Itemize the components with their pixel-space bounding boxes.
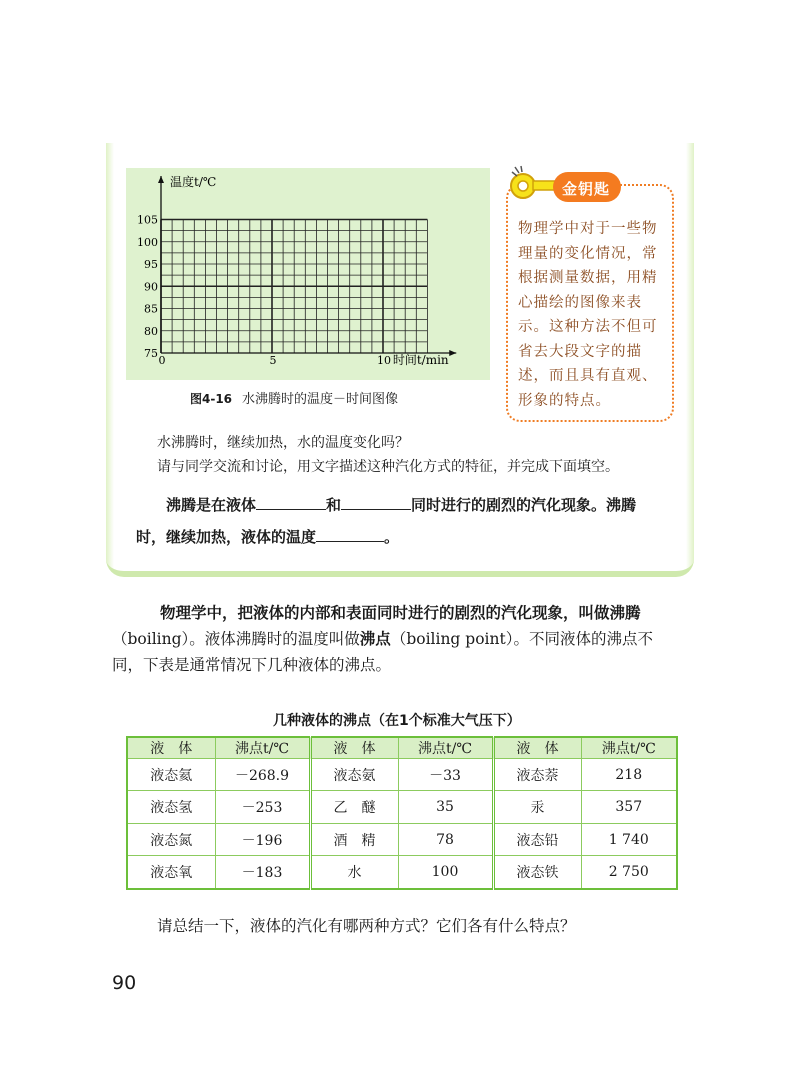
fill-text-1c: 同时进行的剧烈的汽化现象。沸腾 [411,496,637,514]
table-cell: －183 [215,856,310,889]
table-cell: －33 [398,759,493,791]
table-row [127,759,677,791]
header-cell: 液 体 [310,737,398,759]
table-header-row [127,737,677,759]
y-axis-label: 温度t/℃ [170,175,217,189]
y-axis-arrow [158,176,164,183]
table-cell: －196 [215,823,310,855]
header-cell: 沸点t/℃ [398,737,493,759]
table-cell: 357 [581,791,677,823]
table-row [127,856,677,889]
table-cell: 酒 精 [310,823,398,855]
boiling-definition-en: （boiling）。液体沸腾时的温度叫做 [112,630,360,648]
table-row [127,823,677,855]
table-cell: 液态氨 [310,759,398,791]
table-cell: 液态铅 [493,823,581,855]
fill-text-1a: 沸腾是在液体 [166,496,257,514]
fill-blank-3[interactable] [316,529,384,542]
golden-key-badge: 金钥匙 [562,180,611,198]
boiling-definition-paragraph [112,600,678,678]
fill-in-line-2 [136,526,399,547]
fill-in-line-1 [166,494,636,515]
temperature-time-chart [126,168,490,380]
y-tick-label: 75 [144,347,158,360]
table-cell: 液态氧 [127,856,215,889]
header-cell: 沸点t/℃ [215,737,310,759]
golden-key-note-text: 物理学中对于一些物理量的变化情况，常根据测量数据，用精心描绘的图像来表示。这种方法不但可省去大段文字的描述，而且具有直观、形象的特点。 [518,221,658,409]
y-tick-label: 80 [144,324,158,338]
table-cell: 35 [398,791,493,823]
golden-key-note [506,184,674,422]
table-cell: 液态氢 [127,791,215,823]
table-cell: 液态氦 [127,759,215,791]
figure-number: 图4-16 [190,392,233,406]
table-cell: 液态铁 [493,856,581,889]
figure-caption [190,388,398,407]
table-row [127,791,677,823]
question-1: 水沸腾时，继续加热，水的温度变化吗？ [157,435,409,451]
x-tick-label: 10 [377,354,391,367]
question-2: 请与同学交流和讨论，用文字描述这种汽化方式的特征，并完成下面填空。 [157,459,619,475]
table-cell: 1 740 [581,823,677,855]
figure-caption-text: 水沸腾时的温度－时间图像 [242,392,399,407]
fill-text-2a: 时，继续加热，液体的温度 [136,528,317,546]
header-cell: 沸点t/℃ [581,737,677,759]
table-cell: －253 [215,791,310,823]
chart-panel [126,168,490,380]
header-cell: 液 体 [493,737,581,759]
y-tick-label: 85 [144,302,158,316]
table-cell: 水 [310,856,398,889]
x-tick-label: 5 [269,354,277,367]
table-cell: 汞 [493,791,581,823]
table-cell: 78 [398,823,493,855]
table-cell: 2 750 [581,856,677,889]
table-cell: －268.9 [215,759,310,791]
page-number: 90 [112,972,137,994]
y-tick-label: 95 [144,258,158,271]
y-tick-label: 100 [137,235,158,249]
table-cell: 100 [398,856,493,889]
fill-blank-1[interactable] [256,497,326,510]
boiling-point-table [126,736,678,890]
boiling-definition-lead: 物理学中，把液体的内部和表面同时进行的剧烈的汽化现象，叫做沸腾 [160,604,641,622]
table-cell: 液态萘 [493,759,581,791]
closing-question: 请总结一下，液体的汽化有哪两种方式？它们各有什么特点？ [157,917,576,935]
y-tick-label: 105 [137,213,158,227]
fill-text-1b: 和 [326,496,342,514]
fill-text-2b: 。 [384,528,400,546]
x-axis-label: 时间t/min [392,353,449,367]
x-tick-label: 0 [158,354,166,367]
header-cell: 液 体 [127,737,215,759]
table-cell: 乙 醚 [310,791,398,823]
boiling-definition-rest: （boiling point）。不同液体的沸点不同，下表是通常情况下几种液体的沸点。 [112,630,653,674]
fill-blank-2[interactable] [341,497,411,510]
table-cell: 218 [581,759,677,791]
table-title: 几种液体的沸点（在1个标准大气压下） [273,713,521,729]
y-tick-label: 90 [144,280,158,294]
boiling-point-term: 沸点 [359,630,391,648]
x-axis-arrow [449,350,456,356]
table-cell: 液态氮 [127,823,215,855]
